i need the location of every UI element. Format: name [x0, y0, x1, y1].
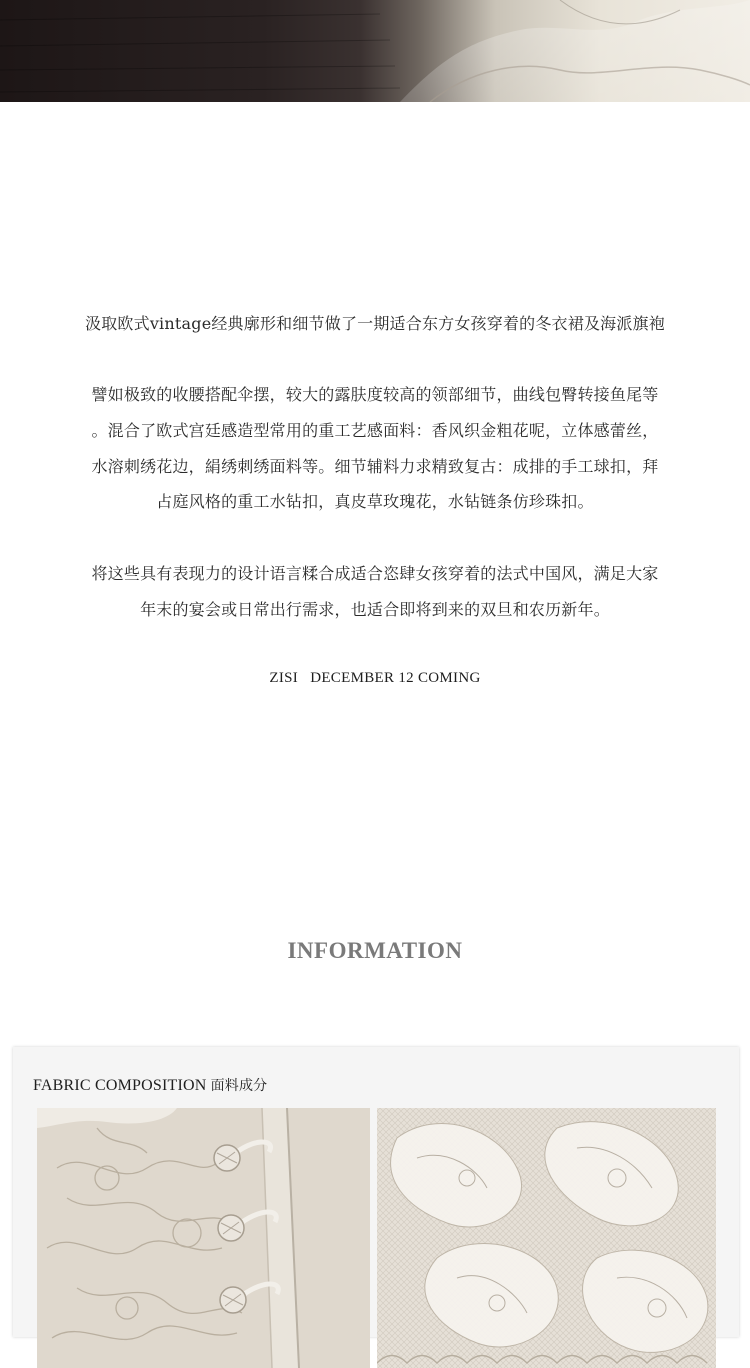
- information-heading: INFORMATION: [287, 938, 463, 963]
- details-line: 。混合了欧式宫廷感造型常用的重工艺感面料：香风织金粗花呢，立体感蕾丝，: [91, 421, 659, 440]
- fabric-title-zh: 面料成分: [210, 1079, 268, 1094]
- details-line: 水溶刺绣花边，絹绣刺绣面料等。细节辅料力求精致复古：成排的手工球扣，拜: [91, 457, 659, 476]
- details-line: 占庭风格的重工水钻扣，真皮草玫瑰花，水钻链条仿珍珠扣。: [156, 492, 594, 511]
- hero-photo: [0, 0, 750, 102]
- fabric-composition-title: [33, 1075, 267, 1095]
- embroidery-fabric-image: [37, 1108, 370, 1368]
- details-line: 譬如极致的收腰搭配伞摆，较大的露肤度较高的领部细节，曲线包臀转接鱼尾等: [91, 385, 659, 404]
- closing-line: 年末的宴会或日常出行需求，也适合即将到来的双旦和农历新年。: [140, 600, 610, 619]
- hero-photo-texture: [0, 0, 750, 102]
- intro-line: 汲取欧式vintage经典廓形和细节做了一期适合东方女孩穿着的冬衣裙及海派旗袍: [85, 314, 665, 333]
- fabric-photo-embroidery: [37, 1108, 370, 1368]
- closing-line: 将这些具有表现力的设计语言糅合成适合恣肆女孩穿着的法式中国风，满足大家: [91, 564, 659, 583]
- fabric-composition-panel: [13, 1047, 739, 1337]
- lace-fabric-image: [377, 1108, 716, 1368]
- fabric-photo-lace: [377, 1108, 716, 1368]
- launch-tagline: ZISI DECEMBER 12 COMING: [269, 670, 481, 686]
- fabric-title-en: FABRIC COMPOSITION: [33, 1077, 207, 1094]
